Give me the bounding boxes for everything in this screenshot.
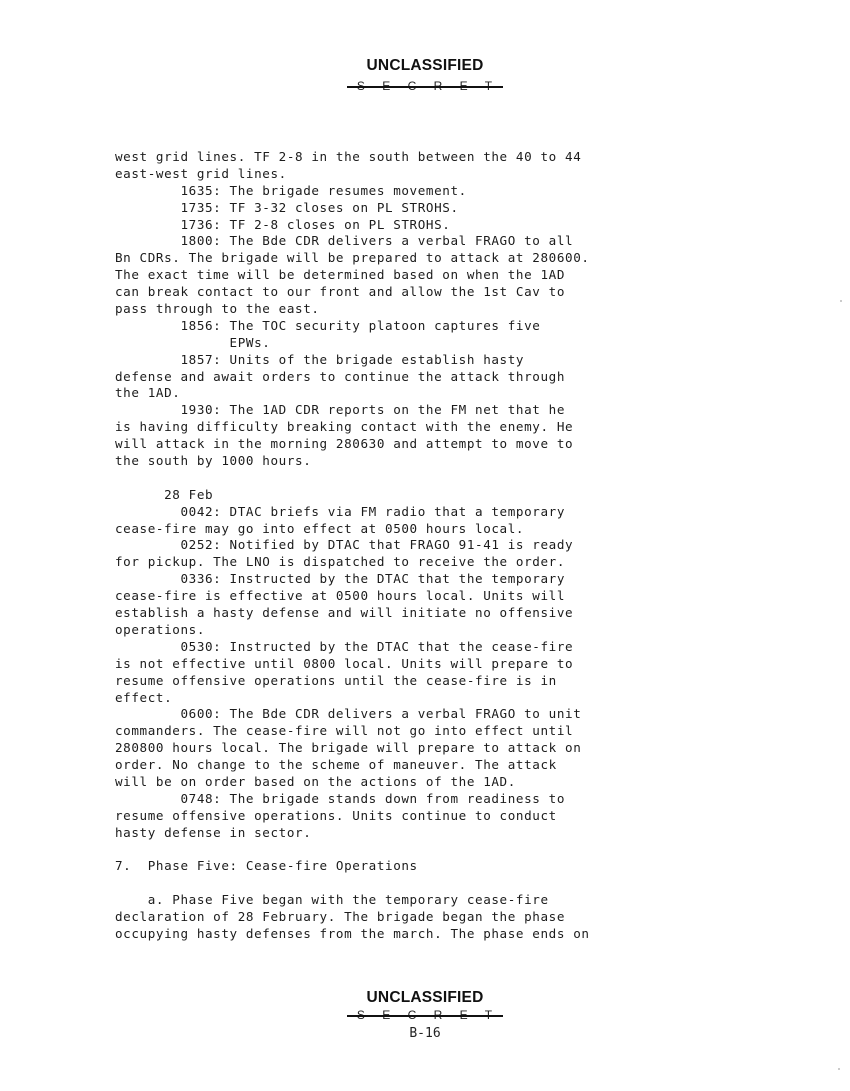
body-line: 1735: TF 3-32 closes on PL STROHS. — [115, 199, 459, 215]
body-line: is having difficulty breaking contact with the enemy. He — [115, 419, 574, 435]
body-line: 0530: Instructed by the DTAC that the cease-fire — [115, 638, 574, 654]
body-line: 0042: DTAC briefs via FM radio that a temporary — [115, 503, 566, 519]
body-line: 1800: The Bde CDR delivers a verbal FRAGO to all — [115, 233, 574, 249]
body-line: EPWs. — [115, 334, 271, 350]
body-line: occupying hasty defenses from the march. The phase ends on — [115, 925, 590, 941]
body-line: for pickup. The LNO is dispatched to receive the order. — [115, 554, 566, 570]
body-line: 1856: The TOC security platoon captures five — [115, 317, 541, 333]
footer-struck-marking — [0, 1008, 850, 1022]
body-line: The exact time will be determined based on when the 1AD — [115, 267, 566, 283]
body-line: pass through to the east. — [115, 301, 320, 317]
body-line: 280800 hours local. The brigade will prepare to attack on — [115, 740, 582, 756]
body-line: 1736: TF 2-8 closes on PL STROHS. — [115, 216, 451, 232]
body-line: 1635: The brigade resumes movement. — [115, 182, 467, 198]
body-line: 0252: Notified by DTAC that FRAGO 91-41 is ready — [115, 537, 574, 553]
body-line: the 1AD. — [115, 385, 181, 401]
body-line: order. No change to the scheme of maneuver. The attack — [115, 757, 557, 773]
body-line: 1930: The 1AD CDR reports on the FM net that he — [115, 402, 566, 418]
body-line: a. Phase Five began with the temporary cease-fire — [115, 892, 549, 908]
body-line: resume offensive operations. Units continue to conduct — [115, 807, 557, 823]
body-line: establish a hasty defense and will initiate no offensive — [115, 605, 574, 621]
body-line: commanders. The cease-fire will not go into effect until — [115, 723, 574, 739]
header-classification: UNCLASSIFIED — [366, 57, 484, 74]
body-line: 0748: The brigade stands down from readiness to — [115, 790, 566, 806]
body-line: hasty defense in sector. — [115, 824, 312, 840]
body-line: cease-fire is effective at 0500 hours local. Units will — [115, 588, 566, 604]
footer-struck-text: S E C R E T — [347, 1008, 503, 1022]
body-line: will attack in the morning 280630 and attempt to move to — [115, 436, 574, 452]
body-line: resume offensive operations until the cease-fire is in — [115, 672, 557, 688]
body-line: cease-fire may go into effect at 0500 hours local. — [115, 520, 525, 536]
body-line — [115, 842, 715, 859]
body-line: is not effective until 0800 local. Units will prepare to — [115, 655, 574, 671]
body-line: declaration of 28 February. The brigade began the phase — [115, 909, 566, 925]
body-line: operations. — [115, 621, 206, 637]
body-line: effect. — [115, 689, 173, 705]
footer-classification: UNCLASSIFIED — [366, 989, 484, 1006]
body-line — [115, 875, 715, 892]
body-line: Bn CDRs. The brigade will be prepared to attack at 280600. — [115, 250, 590, 266]
body-line: east-west grid lines. — [115, 165, 287, 181]
body-line: 0336: Instructed by the DTAC that the temporary — [115, 571, 566, 587]
header-struck-text: S E C R E T — [347, 79, 503, 93]
body-line: defense and await orders to continue the attack through — [115, 368, 566, 384]
body-line: 1857: Units of the brigade establish hasty — [115, 351, 525, 367]
body-line: can break contact to our front and allow the 1st Cav to — [115, 284, 566, 300]
body-line: will be on order based on the actions of the 1AD. — [115, 773, 516, 789]
body-line: the south by 1000 hours. — [115, 453, 312, 469]
body-line — [115, 470, 715, 487]
page-number: B-16 — [409, 1026, 441, 1041]
body-line: 7. Phase Five: Cease-fire Operations — [115, 858, 418, 874]
scan-speck — [838, 1068, 840, 1070]
body-line: 28 Feb — [115, 486, 214, 502]
body-text — [115, 149, 715, 943]
header-struck-marking — [0, 79, 850, 93]
body-line: west grid lines. TF 2-8 in the south between the 40 to 44 — [115, 149, 582, 164]
body-line: 0600: The Bde CDR delivers a verbal FRAGO to unit — [115, 706, 582, 722]
scan-speck — [840, 300, 842, 302]
